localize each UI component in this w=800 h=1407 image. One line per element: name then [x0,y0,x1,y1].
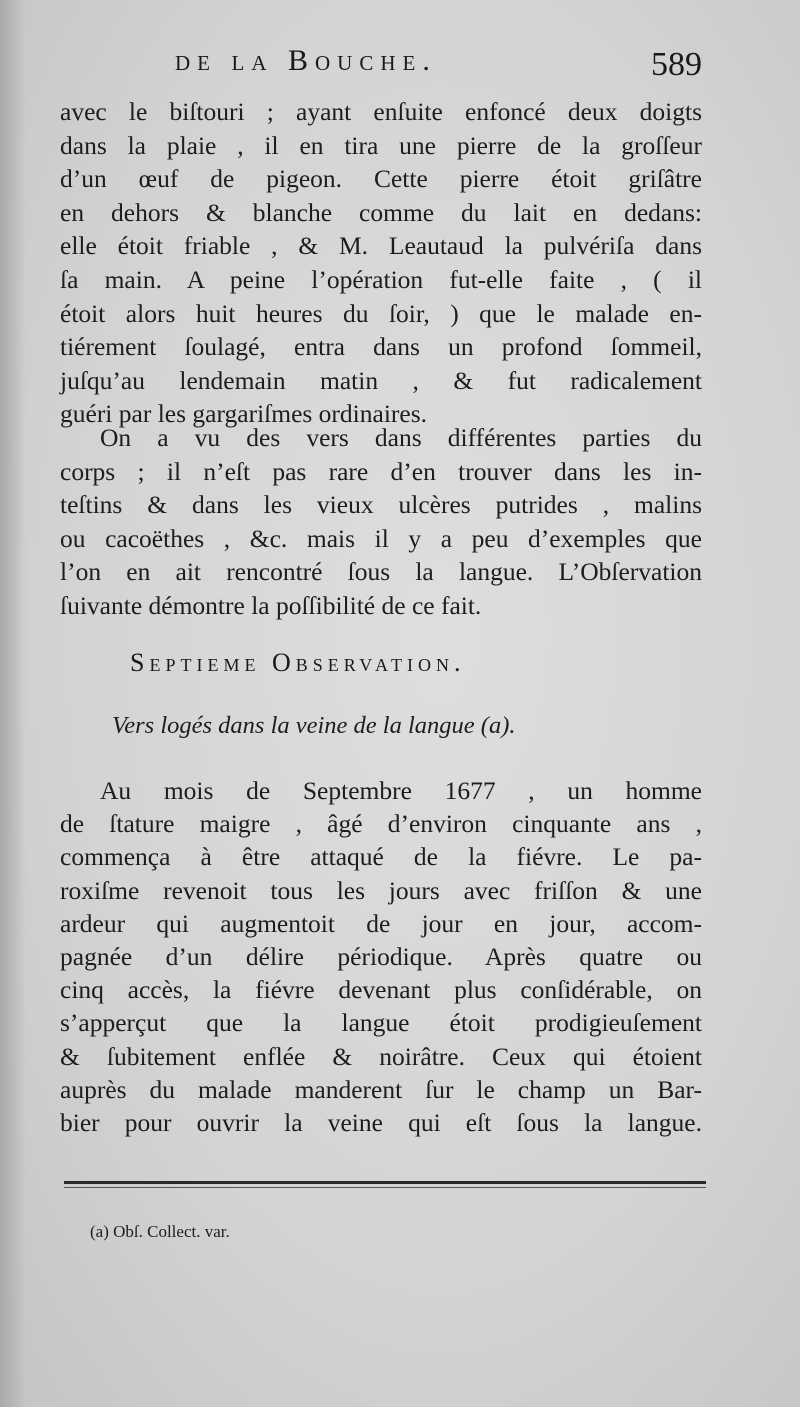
text-line: juſqu’au lendemain matin , & fut radicalement [60,365,702,395]
text-line: l’on en ait rencontré ſous la langue. L’Obſervation [60,557,702,587]
text-line: Au mois de Septembre 1677 , un homme [100,776,702,805]
footnote: (a) Obſ. Collect. var. [90,1222,230,1241]
text-line: guéri par les gargariſmes ordinaires. [60,399,428,429]
text-line: s’apperçut que la langue étoit prodigieuſement [60,1008,702,1038]
text-line: ou cacoëthes , &c. mais il y a peu d’exemples que [60,523,702,553]
text-line: commença à être attaqué de la fiévre. Le pa- [60,842,702,872]
section-heading: Septieme Observation. [130,648,466,677]
text-line: ſa main. A peine l’opération fut-elle faite , ( il [60,264,702,294]
text-line: teſtins & dans les vieux ulcères putrides , malins [60,490,702,520]
text-line: d’un œuf de pigeon. Cette pierre étoit griſâtre [60,164,702,194]
text-line: en dehors & blanche comme du lait en dedans: [60,197,702,227]
text-line: elle étoit friable , & M. Leautaud la pulvériſa dans [60,231,702,261]
text-line: corps ; il n’eſt pas rare d’en trouver dans les in- [60,456,702,486]
section-subtitle: Vers logés dans la veine de la langue (a). [112,712,516,739]
page-number: 589 [651,46,702,83]
text-line: cinq accès, la fiévre devenant plus conſidérable, on [60,975,702,1005]
text-line: ſuivante démontre la poſſibilité de ce fait. [60,590,482,620]
text-line: tiérement ſoulagé, entra dans un profond ſommeil, [60,332,702,362]
text-line: & ſubitement enflée & noirâtre. Ceux qui étoient [60,1041,702,1071]
footnote-rule-thin [64,1187,706,1188]
text-line: avec le biſtouri ; ayant enſuite enfoncé deux doigts [60,97,702,126]
paragraph-continued [60,95,702,431]
paragraph-worms [60,421,702,623]
text-line: pagnée d’un délire périodique. Après quatre ou [60,942,702,972]
text-line: bier pour ouvrir la veine qui eſt ſous la langue. [60,1108,702,1138]
text-line: de ſtature maigre , âgé d’environ cinquante ans , [60,809,702,839]
text-line: ardeur qui augmentoit de jour en jour, accom- [60,908,702,938]
paragraph-observation [60,774,702,1139]
text-line: dans la plaie , il en tira une pierre de la groſſeur [60,130,702,160]
page-gutter-shadow [0,0,26,1407]
text-line: étoit alors huit heures du ſoir, ) que le malade en- [60,298,702,328]
footnote-rule [64,1181,706,1184]
running-head-title: de la Bouche. [175,44,437,77]
text-line: On a vu des vers dans différentes parties du [100,423,702,452]
text-line: roxiſme revenoit tous les jours avec friſſon & une [60,875,702,905]
text-line: auprès du malade manderent ſur le champ un Bar- [60,1074,702,1104]
running-head [60,44,710,94]
